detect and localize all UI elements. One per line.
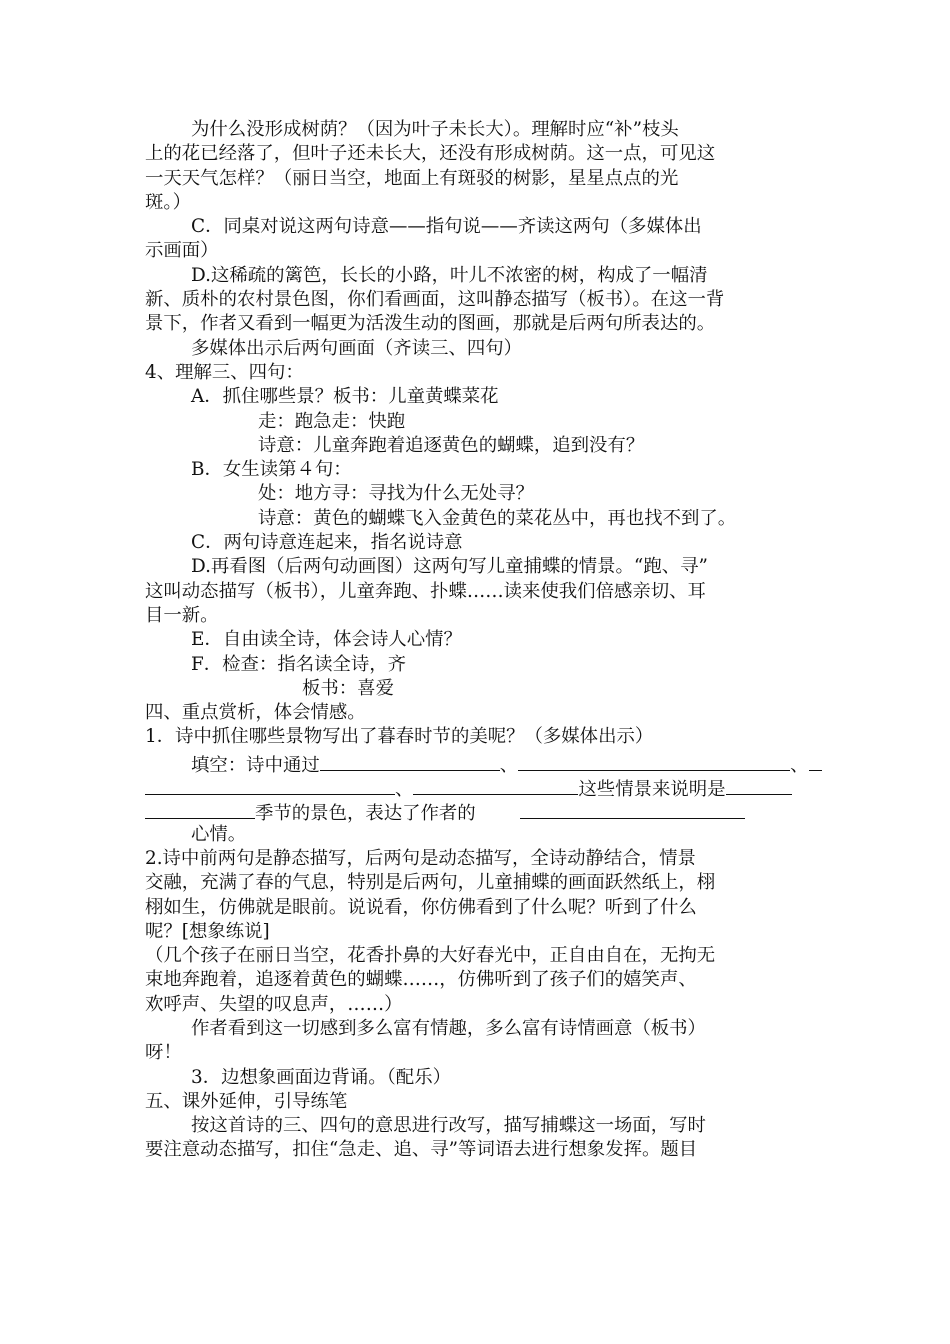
fill-blank-text: 这些情景来说明是 [578, 779, 726, 801]
blank-field[interactable] [413, 774, 578, 795]
text-line: 呀！ [145, 1042, 182, 1064]
text-line: 目一新。 [145, 604, 219, 626]
text-line: 束地奔跑着，追逐着黄色的蝴蝶……，仿佛听到了孩子们的嬉笑声、 [145, 969, 697, 991]
blank-field[interactable] [145, 798, 255, 819]
text-line: 斑。） [145, 191, 191, 213]
blank-field[interactable] [809, 750, 822, 771]
fill-blank-separator: 、 [499, 754, 519, 776]
text-line: 诗意：儿童奔跑着追逐黄色的蝴蝶，追到没有？ [258, 434, 645, 456]
fill-blank-line [145, 774, 830, 801]
section-heading: 4、理解三、四句： [145, 361, 304, 383]
text-line: （几个孩子在丽日当空，花香扑鼻的大好春光中，正自由自在，无拘无 [145, 945, 716, 967]
text-line: F．检查：指名读全诗，齐 [191, 653, 407, 675]
text-line: 交融，充满了春的气息，特别是后两句，儿童捕蝶的画面跃然纸上，栩 [145, 872, 716, 894]
text-line: 处：地方寻：寻找为什么无处寻？ [258, 483, 534, 505]
text-line: D.这稀疏的篱笆，长长的小路，叶儿不浓密的树，构成了一幅清 [191, 264, 708, 286]
blank-field[interactable] [520, 798, 745, 819]
text-line: C．同桌对说这两句诗意——指句说——齐读这两句（多媒体出 [191, 216, 702, 238]
text-line: E．自由读全诗，体会诗人心情？ [191, 629, 462, 651]
fill-blank-separator: 、 [395, 779, 414, 801]
blank-field[interactable] [518, 750, 790, 771]
text-line: 欢呼声、失望的叹息声，……） [145, 993, 403, 1015]
fill-blank-line [145, 750, 830, 774]
text-line: 这叫动态描写（板书），儿童奔跑、扑蝶……读来使我们倍感亲切、耳 [145, 580, 706, 602]
text-line: 示画面） [145, 240, 219, 262]
blank-field[interactable] [320, 750, 500, 771]
text-line: 新、质朴的农村景色图，你们看画面，这叫静态描写（板书）。在这一背 [145, 289, 725, 311]
fill-blank-label: 填空：诗中通过 [191, 754, 320, 776]
text-line: D.再看图（后两句动画图）这两句写儿童捕蝶的情景。“跑、寻” [191, 556, 708, 578]
text-line: 3．边想象画面边背诵。（配乐） [191, 1066, 451, 1088]
text-line: 栩如生，仿佛就是眼前。说说看，你仿佛看到了什么呢？听到了什么 [145, 896, 697, 918]
fill-blank-line [145, 798, 830, 825]
text-line: 要注意动态描写，扣住“急走、追、寻”等词语去进行想象发挥。题目 [145, 1139, 698, 1161]
text-line: 走：跑急走：快跑 [258, 410, 406, 432]
text-line: 心情。 [191, 823, 247, 845]
blank-field[interactable] [726, 774, 792, 795]
section-heading: 五、课外延伸，引导练笔 [145, 1090, 348, 1112]
text-line: C．两句诗意连起来，指名说诗意 [191, 532, 463, 554]
text-line: 一天天气怎样？（丽日当空，地面上有斑驳的树影，星星点点的光 [145, 167, 679, 189]
text-line: 2.诗中前两句是静态描写，后两句是动态描写，全诗动静结合，情景 [145, 847, 696, 869]
text-line: 呢？[想象练说] [145, 920, 270, 942]
text-line: 为什么没形成树荫？（因为叶子未长大）。理解时应“补”枝头 [191, 119, 679, 140]
text-line: 多媒体出示后两句画面（齐读三、四句） [191, 337, 523, 359]
text-line: 按这首诗的三、四句的意思进行改写，描写捕蝶这一场面，写时 [191, 1115, 706, 1137]
text-line: 1．诗中抓住哪些景物写出了暮春时节的美呢？（多媒体出示） [145, 726, 654, 748]
text-line: 作者看到这一切感到多么富有情趣，多么富有诗情画意（板书） [191, 1017, 706, 1039]
text-line: 上的花已经落了，但叶子还未长大，还没有形成树荫。这一点，可见这 [145, 143, 716, 165]
text-line: 板书：喜爱 [302, 677, 394, 699]
text-line: A．抓住哪些景？板书：儿童黄蝶菜花 [191, 386, 499, 408]
fill-blank-separator: 、 [790, 754, 809, 776]
text-line: 诗意：黄色的蝴蝶飞入金黄色的菜花丛中，再也找不到了。 [258, 507, 737, 529]
text-line: B．女生读第４句： [191, 459, 352, 481]
section-heading: 四、重点赏析，体会情感。 [145, 702, 366, 724]
text-line: 景下，作者又看到一幅更为活泼生动的图画，那就是后两句所表达的。 [145, 313, 716, 335]
document-page [145, 118, 830, 1163]
fill-blank-text: 季节的景色，表达了作者的 [255, 803, 476, 825]
blank-field[interactable] [145, 774, 395, 795]
